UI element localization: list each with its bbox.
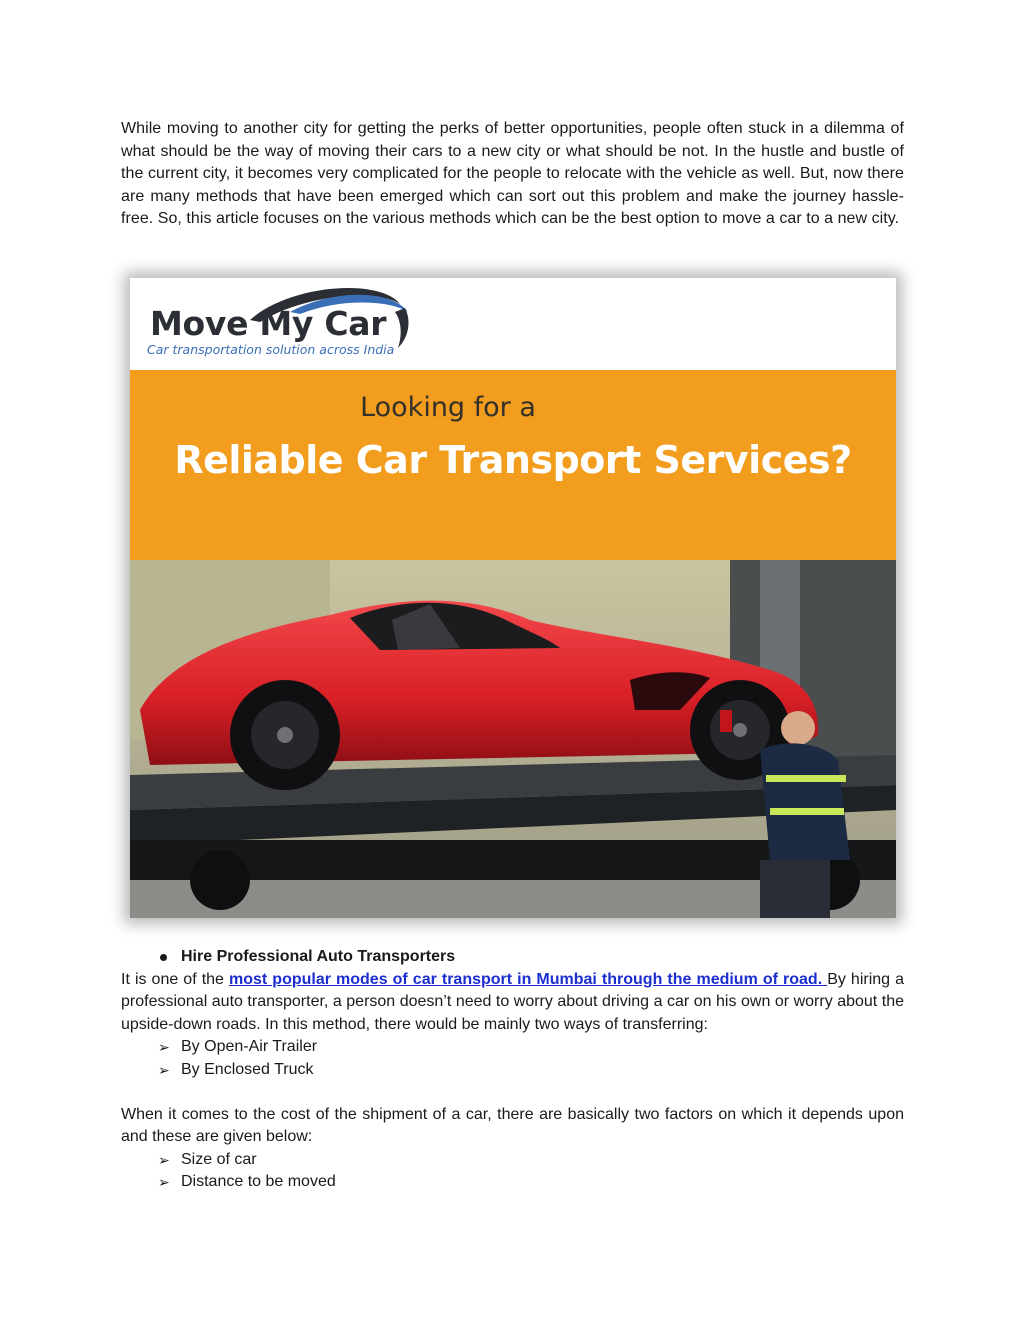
logo-name: Move My Car xyxy=(150,304,387,343)
ad-banner xyxy=(130,370,896,560)
arrow-bullet-icon: ➢ xyxy=(158,1174,170,1190)
list-item-text: Size of car xyxy=(181,1150,257,1168)
transporter-paragraph xyxy=(121,969,904,1037)
section-heading xyxy=(121,946,904,969)
list-item xyxy=(121,1171,904,1194)
list-item xyxy=(121,1149,904,1172)
document-page xyxy=(121,118,904,231)
ad-header xyxy=(130,278,896,370)
paragraph-start: It is one of the xyxy=(121,970,230,988)
list-item-text: By Enclosed Truck xyxy=(181,1060,314,1078)
content-section xyxy=(121,946,904,1194)
transfer-methods-list xyxy=(121,1036,904,1081)
list-item xyxy=(121,1059,904,1082)
cost-factors-list xyxy=(121,1149,904,1194)
cost-paragraph: When it comes to the cost of the shipment of a car, there are basically two factors on which it depends upon and these are given below: xyxy=(121,1105,904,1145)
banner-subheading: Looking for a xyxy=(360,392,536,423)
spacer xyxy=(121,1081,904,1104)
disc-bullet-icon xyxy=(160,954,167,961)
paragraph-end: By hiring a professional auto transporter, a person doesn’t need to worry about driving a car on his own or worry about the upside-down roads. In this method, there would be mainly two ways of transferring: xyxy=(121,970,905,1033)
intro-paragraph: While moving to another city for getting the perks of better opportunities, people often stuck in a dilemma of what should be the way of moving their cars to a new city or what should be not. In the hustle and bustle of the current city, it becomes very complicated for the people to relocate with the vehicle as well. But, now there are many methods that have been emerged which can sort out this problem and make the journey hassle-free. So, this article focuses on the various methods which can be the best option to move a car to a new city. xyxy=(121,120,904,227)
car-on-trailer-photo xyxy=(130,560,896,918)
advertisement-image xyxy=(130,278,896,918)
car-transport-mumbai-link[interactable]: most popular modes of car transport in Mumbai through the medium of road. xyxy=(229,970,828,988)
arrow-bullet-icon: ➢ xyxy=(158,1151,170,1168)
list-item-text: Distance to be moved xyxy=(181,1173,336,1190)
arrow-bullet-icon: ➢ xyxy=(158,1061,170,1078)
arrow-bullet-icon: ➢ xyxy=(158,1039,170,1055)
list-item-text: By Open-Air Trailer xyxy=(181,1038,318,1055)
list-item xyxy=(121,1036,904,1059)
section-heading-text: Hire Professional Auto Transporters xyxy=(181,948,456,965)
logo-tagline: Car transportation solution across India xyxy=(147,342,395,357)
banner-heading: Reliable Car Transport Services? xyxy=(174,438,852,482)
